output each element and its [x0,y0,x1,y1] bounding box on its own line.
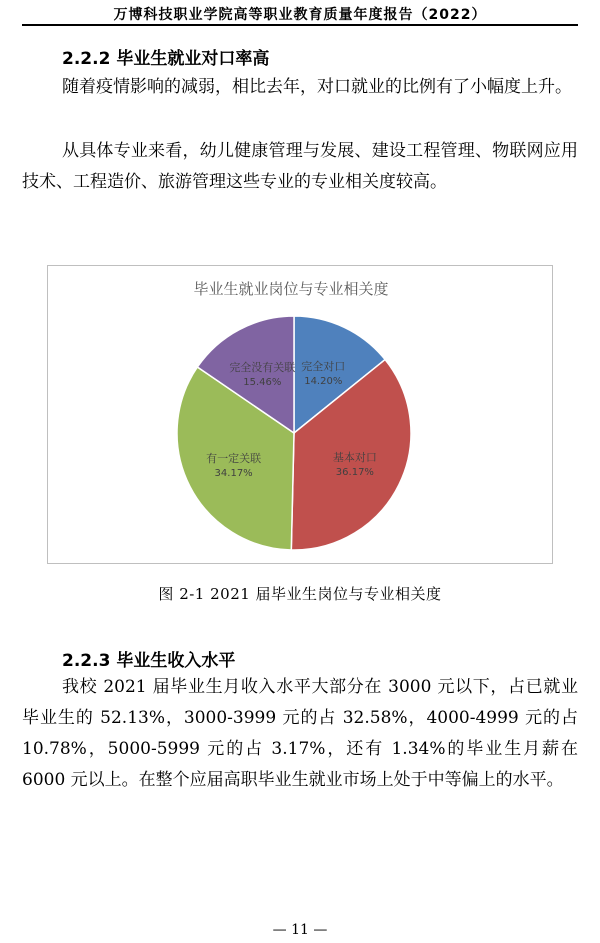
paragraph-income-level: 我校 2021 届毕业生月收入水平大部分在 3000 元以下，占已就业毕业生的 52.13%，3000-3999 元的占 32.58%，4000-4999 元的占 10.78%，5000-5999 元的占 3.17%，还有 1.34%的毕业生月薪在 6000 元以上。在整个应届高职毕业生就业市场上处于中等偏上的水平。 [22,677,578,790]
page-number: — 11 — [272,922,328,938]
chart-title: 毕业生就业岗位与专业相关度 [193,280,389,298]
pie-slice-label: 基本对口 [332,450,377,464]
pie-slices [177,316,411,550]
pie-slice-value: 14.20% [304,375,343,387]
figure-caption: 图 2-1 2021 届毕业生岗位与专业相关度 [158,585,442,603]
paragraph-majors: 从具体专业来看，幼儿健康管理与发展、建设工程管理、物联网应用技术、工程造价、旅游管理这些专业的专业相关度较高。 [22,141,578,192]
pie-slice-value: 34.17% [214,467,253,479]
report-header: 万博科技职业学院高等职业教育质量年度报告（2022） [113,7,487,23]
pie-chart-svg [48,266,554,565]
pie-slice-label: 有一定关联 [206,451,262,465]
pie-slice-label: 完全对口 [301,359,346,373]
pie-slice-value: 36.17% [335,466,374,478]
header-rule [22,24,578,26]
pie-slice-label: 完全没有关联 [229,360,296,374]
section-heading-2-2-3: 2.2.3 毕业生收入水平 [62,651,236,671]
pie-chart [47,265,553,564]
paragraph-employment-trend: 随着疫情影响的减弱，相比去年，对口就业的比例有了小幅度上升。 [62,77,572,97]
pie-slice-value: 15.46% [243,376,282,388]
section-heading-2-2-2: 2.2.2 毕业生就业对口率高 [62,49,270,69]
